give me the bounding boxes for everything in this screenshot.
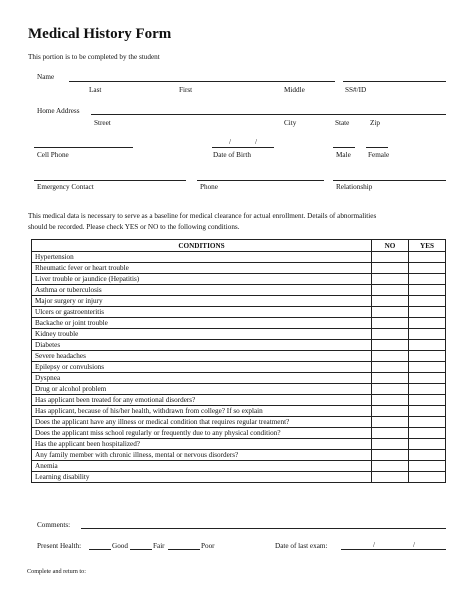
- complete-return-label: Complete and return to:: [27, 568, 86, 575]
- yes-checkbox[interactable]: [409, 263, 446, 274]
- female-label: Female: [368, 151, 390, 159]
- yes-checkbox[interactable]: [409, 340, 446, 351]
- table-row: [32, 362, 446, 373]
- conditions-table: [31, 239, 446, 483]
- yes-checkbox[interactable]: [409, 285, 446, 296]
- table-row: [32, 395, 446, 406]
- no-checkbox[interactable]: [372, 406, 409, 417]
- phone-line[interactable]: [197, 180, 324, 181]
- instructions-line-1: This medical data is necessary to serve as a baseline for medical clearance for actual enrollment. Details of abnormalities: [28, 212, 377, 220]
- instructions-line-2: should be recorded. Please check YES or NO to the following conditions.: [28, 223, 240, 231]
- comments-label: Comments:: [37, 521, 71, 529]
- condition-label: Liver trouble or jaundice (Hepatitis): [32, 274, 372, 285]
- table-row: [32, 406, 446, 417]
- no-checkbox[interactable]: [372, 296, 409, 307]
- condition-label: Drug or alcohol problem: [32, 384, 372, 395]
- condition-label: Kidney trouble: [32, 329, 372, 340]
- comments-line[interactable]: [81, 528, 446, 529]
- table-row: [32, 318, 446, 329]
- no-checkbox[interactable]: [372, 329, 409, 340]
- no-checkbox[interactable]: [372, 439, 409, 450]
- condition-label: Learning disability: [32, 472, 372, 483]
- fair-line[interactable]: [130, 549, 152, 550]
- no-checkbox[interactable]: [372, 252, 409, 263]
- condition-label: Backache or joint trouble: [32, 318, 372, 329]
- table-row: [32, 351, 446, 362]
- no-checkbox[interactable]: [372, 373, 409, 384]
- no-checkbox[interactable]: [372, 351, 409, 362]
- table-row: [32, 307, 446, 318]
- table-row: [32, 373, 446, 384]
- table-row: [32, 340, 446, 351]
- male-line[interactable]: [333, 147, 355, 148]
- table-row: [32, 472, 446, 483]
- no-checkbox[interactable]: [372, 384, 409, 395]
- cell-phone-label: Cell Phone: [37, 151, 69, 159]
- yes-checkbox[interactable]: [409, 461, 446, 472]
- street-label: Street: [94, 119, 111, 127]
- city-label: City: [284, 119, 297, 127]
- yes-checkbox[interactable]: [409, 373, 446, 384]
- name-label: Name: [37, 73, 55, 81]
- intro-text: This portion is to be completed by the student: [28, 53, 160, 61]
- no-checkbox[interactable]: [372, 340, 409, 351]
- no-checkbox[interactable]: [372, 285, 409, 296]
- condition-label: Ulcers or gastroenteritis: [32, 307, 372, 318]
- yes-checkbox[interactable]: [409, 406, 446, 417]
- exam-separator-1: /: [373, 541, 375, 549]
- no-checkbox[interactable]: [372, 461, 409, 472]
- table-row: [32, 285, 446, 296]
- no-checkbox[interactable]: [372, 417, 409, 428]
- no-checkbox[interactable]: [372, 307, 409, 318]
- yes-checkbox[interactable]: [409, 252, 446, 263]
- present-health-label: Present Health:: [37, 542, 82, 550]
- table-row: [32, 461, 446, 472]
- yes-checkbox[interactable]: [409, 428, 446, 439]
- table-row: [32, 252, 446, 263]
- poor-line[interactable]: [168, 549, 200, 550]
- table-row: [32, 274, 446, 285]
- last-exam-line[interactable]: [341, 549, 446, 550]
- condition-label: Asthma or tuberculosis: [32, 285, 372, 296]
- table-header-row: [32, 240, 446, 252]
- table-row: [32, 417, 446, 428]
- table-row: [32, 296, 446, 307]
- no-checkbox[interactable]: [372, 362, 409, 373]
- emergency-contact-label: Emergency Contact: [37, 183, 94, 191]
- no-header: NO: [372, 240, 409, 252]
- phone-label: Phone: [200, 183, 218, 191]
- cell-phone-line[interactable]: [34, 147, 133, 148]
- condition-label: Major surgery or injury: [32, 296, 372, 307]
- yes-checkbox[interactable]: [409, 439, 446, 450]
- last-exam-label: Date of last exam:: [275, 542, 328, 550]
- condition-label: Has applicant, because of his/her health, withdrawn from college? If so explain: [32, 406, 372, 417]
- yes-checkbox[interactable]: [409, 351, 446, 362]
- condition-label: Epilepsy or convulsions: [32, 362, 372, 373]
- female-line[interactable]: [366, 147, 388, 148]
- condition-label: Diabetes: [32, 340, 372, 351]
- yes-header: YES: [409, 240, 446, 252]
- yes-checkbox[interactable]: [409, 450, 446, 461]
- condition-label: Dyspnea: [32, 373, 372, 384]
- table-row: [32, 450, 446, 461]
- poor-label: Poor: [201, 542, 215, 550]
- conditions-body: [32, 252, 446, 483]
- yes-checkbox[interactable]: [409, 329, 446, 340]
- good-label: Good: [112, 542, 128, 550]
- no-checkbox[interactable]: [372, 450, 409, 461]
- yes-checkbox[interactable]: [409, 417, 446, 428]
- condition-label: Severe headaches: [32, 351, 372, 362]
- state-label: State: [335, 119, 350, 127]
- page-title: Medical History Form: [28, 26, 172, 42]
- name-line[interactable]: [69, 81, 335, 82]
- table-row: [32, 263, 446, 274]
- relationship-label: Relationship: [336, 183, 373, 191]
- table-row: [32, 384, 446, 395]
- yes-checkbox[interactable]: [409, 307, 446, 318]
- condition-label: Has applicant been treated for any emotional disorders?: [32, 395, 372, 406]
- condition-label: Has the applicant been hospitalized?: [32, 439, 372, 450]
- yes-checkbox[interactable]: [409, 296, 446, 307]
- table-row: [32, 329, 446, 340]
- good-line[interactable]: [89, 549, 111, 550]
- condition-label: Any family member with chronic illness, mental or nervous disorders?: [32, 450, 372, 461]
- condition-label: Does the applicant miss school regularly or frequently due to any physical condition?: [32, 428, 372, 439]
- exam-separator-2: /: [413, 541, 415, 549]
- no-checkbox[interactable]: [372, 428, 409, 439]
- yes-checkbox[interactable]: [409, 384, 446, 395]
- no-checkbox[interactable]: [372, 395, 409, 406]
- dob-separator-1: /: [229, 138, 231, 146]
- no-checkbox[interactable]: [372, 472, 409, 483]
- table-row: [32, 439, 446, 450]
- conditions-header: CONDITIONS: [32, 240, 372, 252]
- first-label: First: [179, 86, 193, 94]
- middle-label: Middle: [284, 86, 305, 94]
- yes-checkbox[interactable]: [409, 318, 446, 329]
- relationship-line[interactable]: [333, 180, 446, 181]
- last-label: Last: [89, 86, 102, 94]
- address-line[interactable]: [91, 114, 446, 115]
- no-checkbox[interactable]: [372, 318, 409, 329]
- dob-separator-2: /: [255, 138, 257, 146]
- ssid-label: SS#/ID: [345, 86, 367, 94]
- condition-label: Hypertension: [32, 252, 372, 263]
- yes-checkbox[interactable]: [409, 472, 446, 483]
- emergency-contact-line[interactable]: [34, 180, 186, 181]
- yes-checkbox[interactable]: [409, 395, 446, 406]
- condition-label: Rheumatic fever or heart trouble: [32, 263, 372, 274]
- dob-line[interactable]: [212, 147, 274, 148]
- condition-label: Does the applicant have any illness or medical condition that requires regular treatment?: [32, 417, 372, 428]
- zip-label: Zip: [370, 119, 380, 127]
- home-address-label: Home Address: [37, 107, 80, 115]
- condition-label: Anemia: [32, 461, 372, 472]
- table-row: [32, 428, 446, 439]
- fair-label: Fair: [153, 542, 165, 550]
- yes-checkbox[interactable]: [409, 274, 446, 285]
- male-label: Male: [336, 151, 351, 159]
- yes-checkbox[interactable]: [409, 362, 446, 373]
- ssid-line[interactable]: [343, 81, 446, 82]
- dob-label: Date of Birth: [213, 151, 251, 159]
- no-checkbox[interactable]: [372, 263, 409, 274]
- no-checkbox[interactable]: [372, 274, 409, 285]
